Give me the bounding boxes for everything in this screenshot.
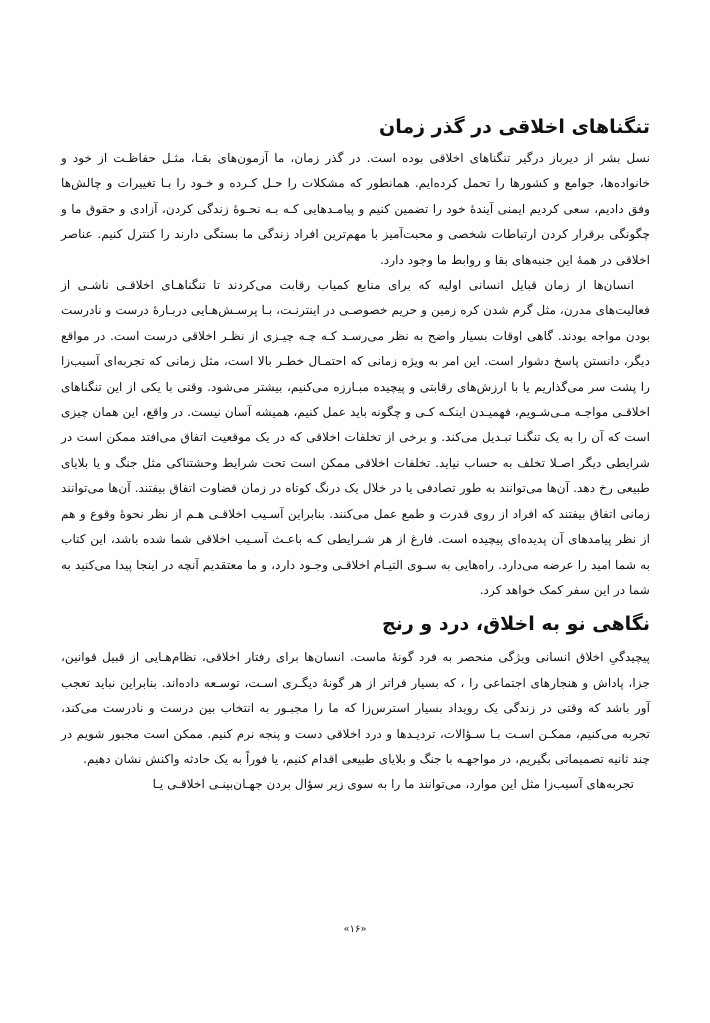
page-body [61, 112, 650, 798]
paragraph: تجربه‌های آسیب‌زا مثل این موارد، می‌توانند ما را به سوی زیر سؤال بردن جهـان‌بینـی اخلاقـی یـا [152, 777, 634, 792]
page-number: «۱۶» [343, 924, 367, 935]
paragraph: انسان‌ها از زمان قبایل انسانی اولیه که برای منابع کمیاب رقابت می‌کردند تا تنگناهـای اخلاقـی ناشـی از فعالیت‌های مدرن، مثل گرم شدن کره زمین و حریم خصوصـی در اینترنـت، بـا پرسـش‌هـایی دربـارهٔ درست و نادرست بودن مواجه بودند. گاهی اوقات بسیار واضح به نظر می‌رسـد کـه چـه چیـزی از نظـر اخلاقی درست است. در مواقع دیگر، دانستن پاسخ دشوار است. این امر به ویژه زمانی که احتمـال خطـر بالا است، مثل زمانی که تجربه‌ای آسیب‌زا را پشت سر می‌گذاریم یا با ارزش‌های رقابتی و پیچیده مبـارزه می‌کنیم، بیشتر می‌شود. وقتی با یکی از این تنگناهای اخلاقـی مواجـه مـی‌شـویم، فهمیـدن اینکـه کـی و چگونه باید عمل کنیم، همیشه آسان نیست. در واقع، این همان چیزی است که آن را به یک تنگنـا تبـدیل می‌کند. و برخی از تخلفات اخلاقی که در یک موقعیت اتفاق می‌افتد ممکن است در شرایطی دیگر اصـلا تخلف به حساب نیاید. تخلفات اخلاقی ممکن است تحت شرایط وحشتناکی مثل جنگ و یا بلایای طبیعی رخ دهد. آن‌ها می‌توانند به طور تصادفی یا در خلال یک درنگ کوتاه در زمان قضاوت اتفاق بیفتند. آن‌ها می‌توانند زمانی اتفاق بیفتند که افراد از روی قدرت و طمع عمل می‌کنند. بنابراین آسـیب اخلاقـی هـم از نظر نحوهٔ وقوع و هم از نظر پیامدهای آن پدیده‌ای پیچیده است. فارغ از هر شـرایطی کـه باعـث آسـیب اخلاقی شما شده باشد، این کتاب به شما امید را عرضه می‌دارد. راه‌هایی به سـوی التیـام اخلاقـی وجـود دارد، و ما معتقدیم آنچه در اینجا پیدا می‌کنید به شما در این سفر کمک خواهد کرد. [61, 278, 650, 597]
paragraph: نسل بشر از دیرباز درگیر تنگناهای اخلاقی بوده است. در گذر زمان، ما آزمون‌های بقـا، مثـل حفاظـت از خود و خانواده‌ها، جوامع و کشورها را تحمل کرده‌ایم. همانطور که مشکلات را حـل کـرده و خـود را بـا تغییرات و چالش‌ها وفق دادیم، سعی کردیم ایمنی آیندهٔ خود را تضمین کنیم و پیامـدهایی کـه بـه نحـوهٔ زندگی کردن، آزادی و حقوق ما و چگونگی برقرار کردن ارتباطات شخصی و محبت‌آمیز با مهم‌ترین افراد زندگی ما بستگی دارند را کنترل کنیم. عناصر اخلاقی در همهٔ این جنبه‌های بقا و روابط ما وجود دارد. [61, 151, 650, 267]
section-heading-moral-dilemmas: تنگناهای اخلاقی در گذر زمان [378, 116, 650, 138]
paragraph: پیچیدگیِ اخلاق انسانی ویژگی منحصر به فرد گونهٔ ماست. انسان‌ها برای رفتار اخلاقی، نظام‌هـایی از قبیل قوانین، جزا، پاداش و هنجارهای اجتماعی را ، که بسیار فراتر از هر گونهٔ دیگـری اسـت، توسـعه داده‌اند. بنابراین نباید تعجب آور باشد که وقتی در زندگی یک رویداد بسیار استرس‌زا که ما را مجبـور به انتخاب بین درست و نادرست می‌کند، تجربه می‌کنیم، ممکـن اسـت بـا سـؤالات، تردیـدها و درد اخلاقی دست و پنجه نرم کنیم. ممکن است مجبور شویم در چند ثانیه تصمیماتی بگیریم، در مواجهـه با جنگ و بلایای طبیعی اقدام کنیم، یا فوراً به یک حادثه واکنش نشان دهیم. [61, 650, 650, 766]
section-heading-new-look: نگاهی نو به اخلاق، درد و رنج [382, 613, 650, 636]
